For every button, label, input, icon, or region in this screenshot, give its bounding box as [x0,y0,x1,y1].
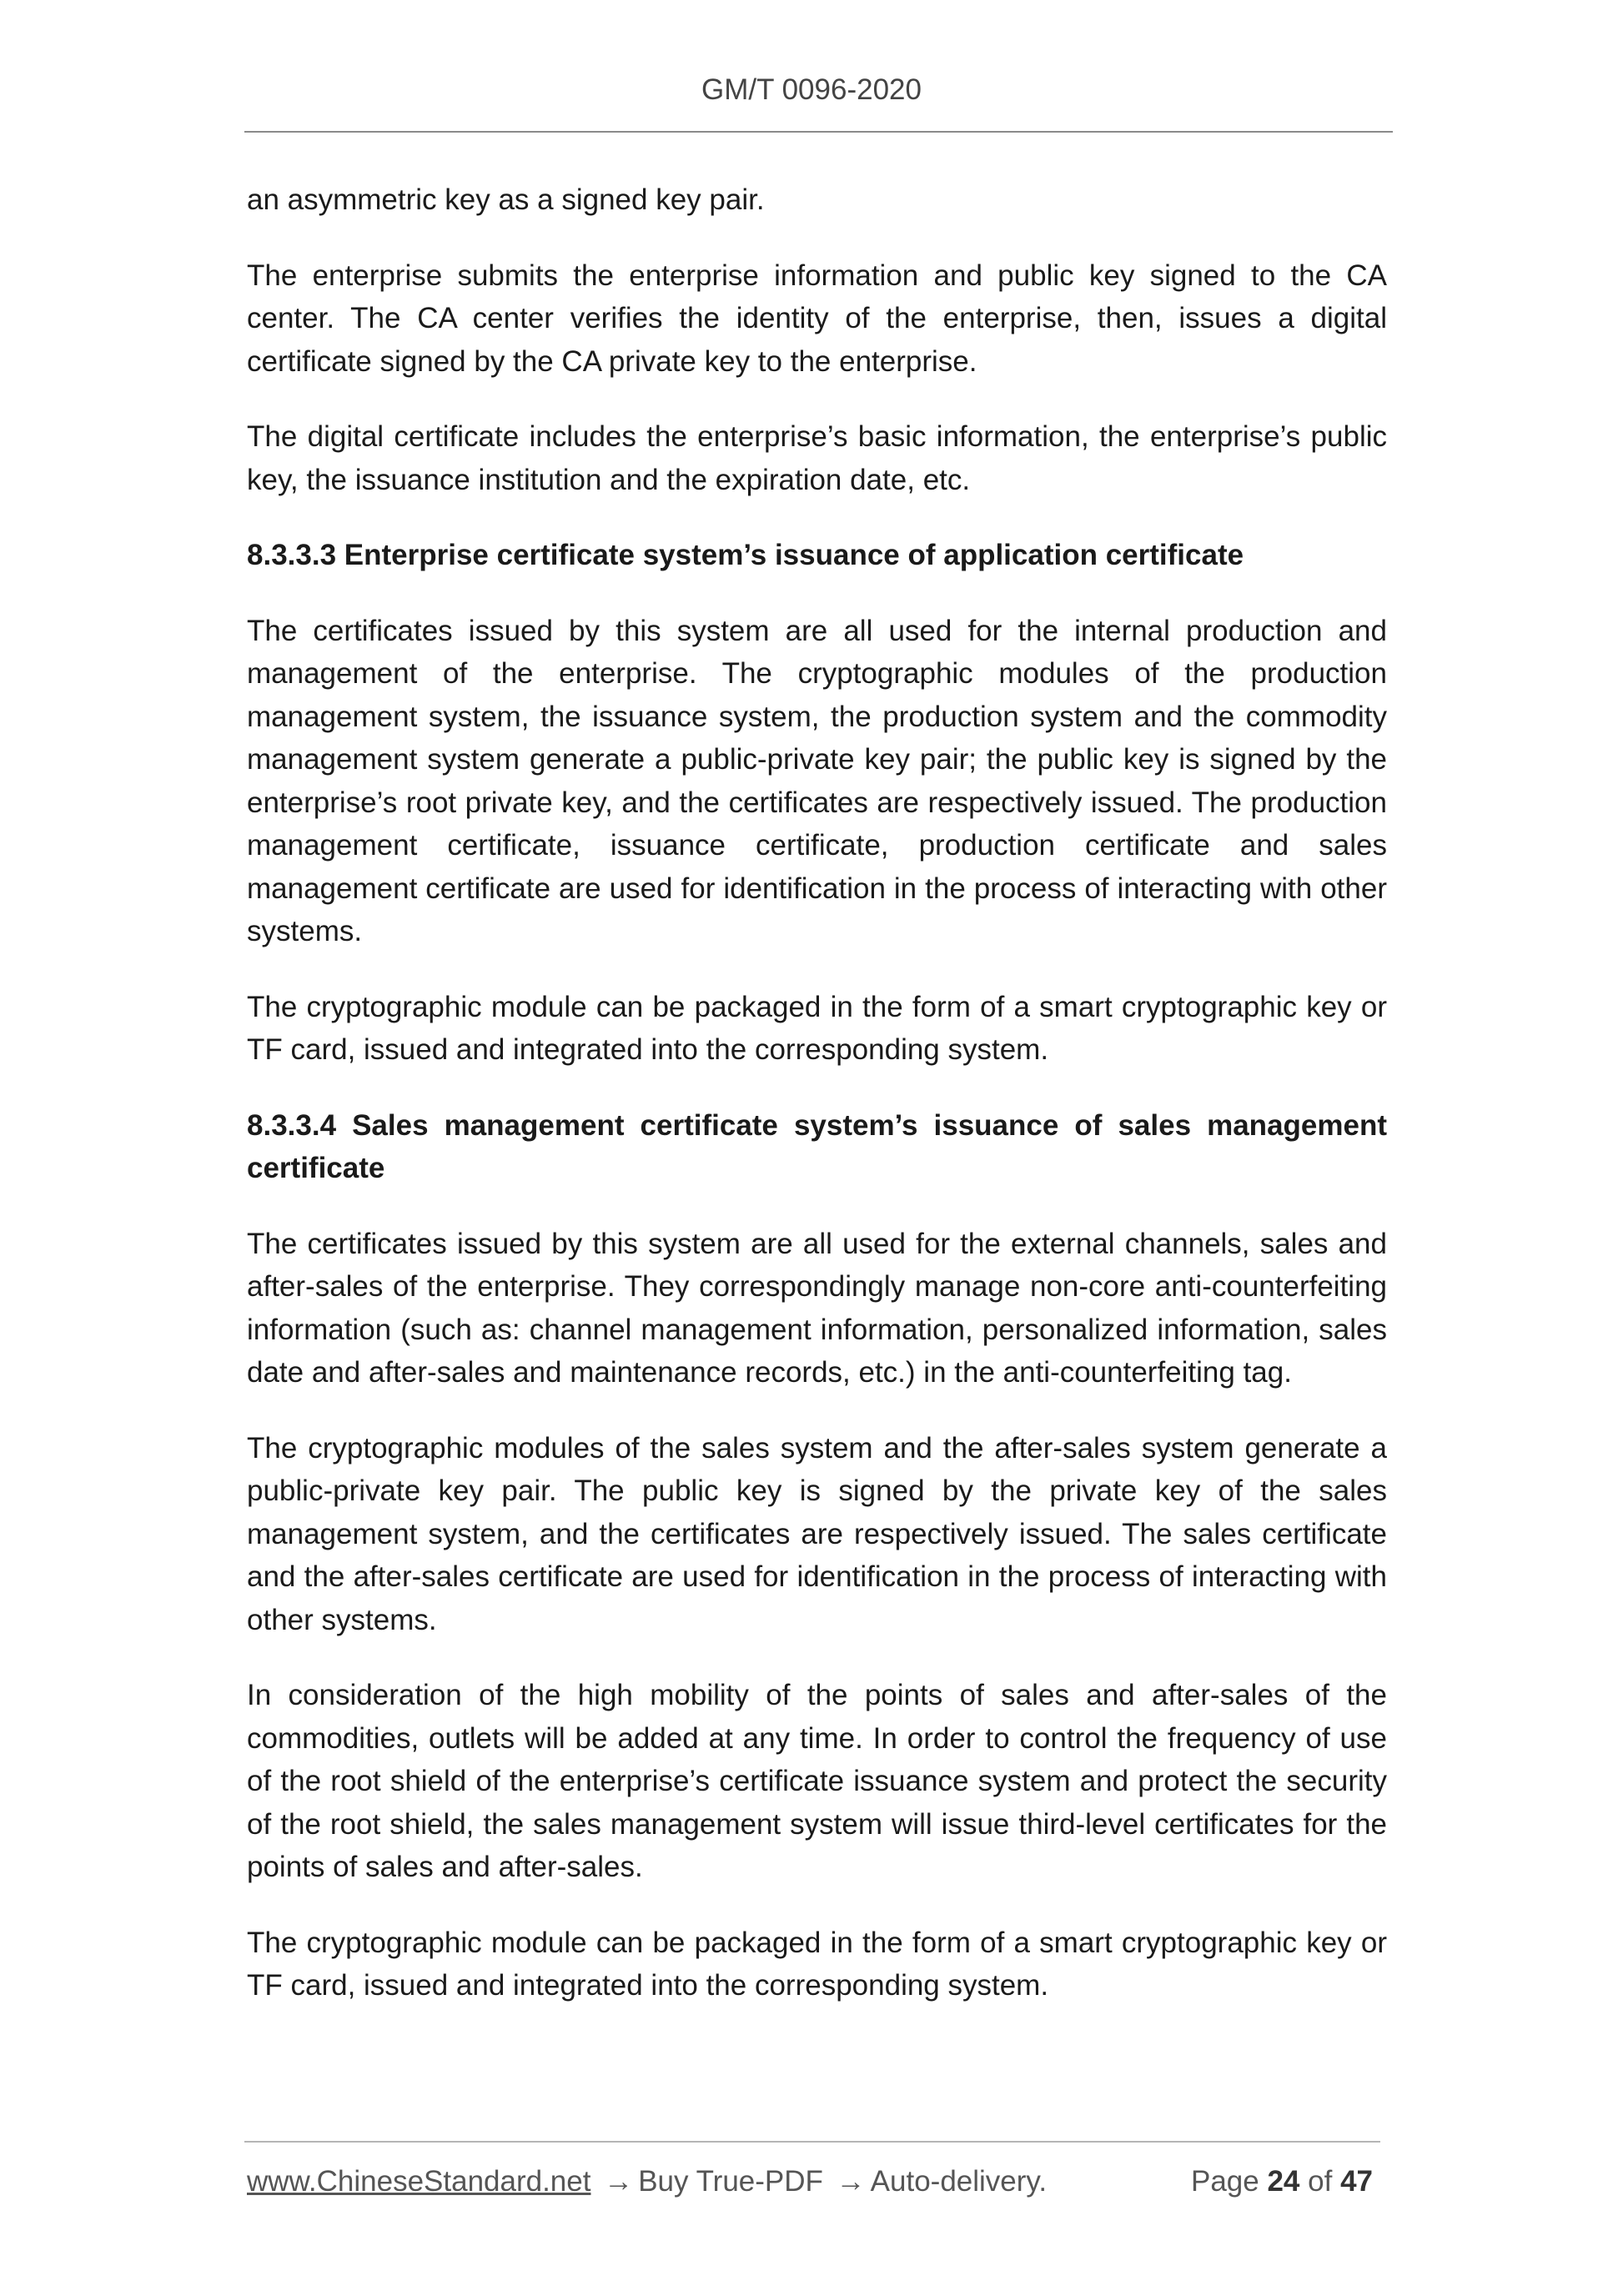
document-code: GM/T 0096-2020 [701,73,922,106]
page-of-label: of [1308,2165,1333,2198]
paragraph: The digital certificate includes the enterprise’s basic information, the enterprise’s public key, the issuance institution and the expiration date, etc. [247,420,1387,496]
current-page: 24 [1267,2165,1300,2198]
buy-text: Buy True-PDF [638,2165,823,2198]
paragraph: In consideration of the high mobility of the points of sales and after-sales of the commodities, outlets will be added at any time. In order to control the frequency of use of the root shield of the enterprise’s certificate issuance system and protect the security of the root shield, the sales management system will issue third-level certificates for the points of sales and after-sales. [247,1679,1387,1883]
footer-promo [247,2165,1047,2198]
arrow-right-icon: → [836,2165,866,2198]
delivery-text: Auto-delivery. [870,2165,1048,2198]
paragraph: The certificates issued by this system are all used for the internal production and management of the enterprise. The cryptographic modules of the production management system, the issuance system, the production system and the commodity management system generate a public-private key pair; the public key is signed by the enterprise’s root private key, and the certificates are respectively issued. The production management certificate, issuance certificate, production certificate and sales management certificate are used for identification in the process of interacting with other systems. [247,614,1387,947]
paragraph: The enterprise submits the enterprise information and public key signed to the CA center. The CA center verifies the identity of the enterprise, then, issues a digital certificate signed by the CA private key to the enterprise. [247,259,1387,378]
section-heading: 8.3.3.4 Sales management certificate system’s issuance of sales management certificate [247,1108,1387,1184]
total-pages: 47 [1340,2165,1373,2198]
footer-divider [244,2141,1380,2143]
paragraph: The cryptographic module can be packaged in the form of a smart cryptographic key or TF card, issued and integrated into the corresponding system. [247,990,1387,1066]
paragraph: The cryptographic modules of the sales system and the after-sales system generate a public-private key pair. The public key is signed by the private key of the sales management system, and the certificates are respectively issued. The sales certificate and the after-sales certificate are used for identification in the process of interacting with other systems. [247,1431,1387,1636]
page-content [247,178,1387,2040]
page-footer [247,2165,1383,2207]
section-heading: 8.3.3.3 Enterprise certificate system’s issuance of application certificate [247,539,1244,571]
website-link[interactable]: www.ChineseStandard.net [247,2165,591,2198]
paragraph: The certificates issued by this system are all used for the external channels, sales and after-sales of the enterprise. They correspondingly manage non-core anti-counterfeiting information (such as: channel management information, personalized information, sales date and after-sales and maintenance records, etc.) in the anti-counterfeiting tag. [247,1227,1387,1389]
page-label: Page [1190,2165,1259,2198]
header-divider [244,131,1393,133]
page-number [1191,2165,1373,2198]
arrow-right-icon: → [604,2165,634,2198]
page-header [0,73,1623,107]
paragraph: an asymmetric key as a signed key pair. [247,183,765,216]
paragraph: The cryptographic module can be packaged in the form of a smart cryptographic key or TF card, issued and integrated into the corresponding system. [247,1926,1387,2002]
